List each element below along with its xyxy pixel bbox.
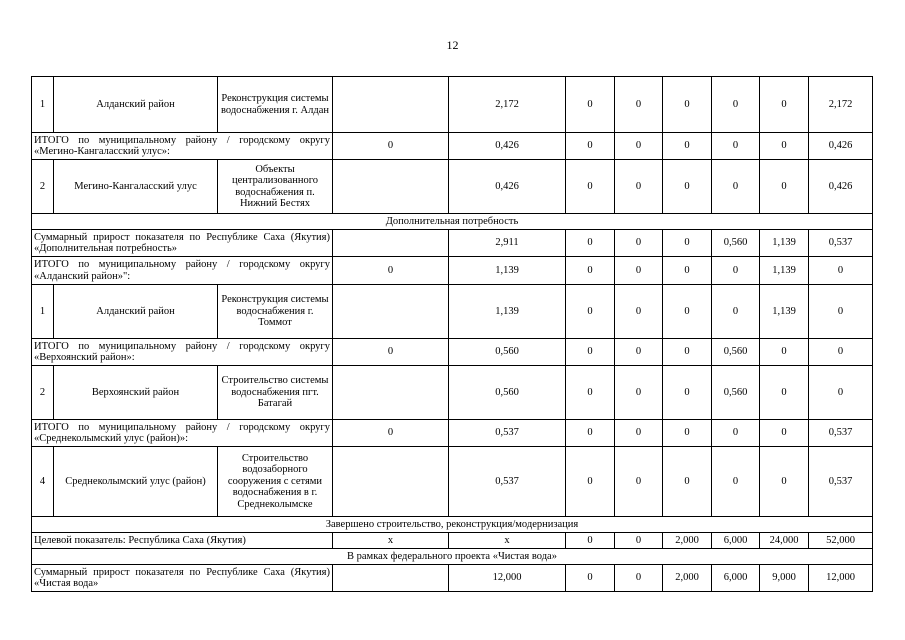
value-cell: 0 — [760, 160, 809, 214]
indicator-table — [31, 76, 873, 592]
value-cell: 9,000 — [760, 565, 809, 592]
value-cell: 1,139 — [760, 230, 809, 257]
value-cell — [333, 447, 449, 517]
row-number: 4 — [32, 447, 54, 517]
value-cell: 0 — [663, 285, 712, 339]
value-cell: 0 — [712, 420, 760, 447]
value-cell: 1,139 — [449, 257, 566, 285]
value-cell: 0 — [566, 230, 615, 257]
value-cell — [333, 285, 449, 339]
row-number: 1 — [32, 285, 54, 339]
value-cell: 0,560 — [449, 339, 566, 366]
value-cell: 0,560 — [712, 339, 760, 366]
table-row — [32, 447, 873, 517]
section-title: Дополнительная потребность — [32, 214, 873, 230]
value-cell: 0 — [615, 133, 663, 160]
project-name: Реконструкция системы водоснабжения г. Алдан — [218, 77, 333, 133]
value-cell: 2,911 — [449, 230, 566, 257]
value-cell: х — [333, 533, 449, 549]
value-cell: 1,139 — [760, 257, 809, 285]
value-cell: 0 — [760, 133, 809, 160]
value-cell: 0 — [809, 257, 873, 285]
project-name: Строительство водозаборного сооружения с сетями водоснабжения в г. Среднеколымске — [218, 447, 333, 517]
value-cell: 0 — [615, 230, 663, 257]
value-cell: 0 — [663, 447, 712, 517]
value-cell: 0,560 — [712, 366, 760, 420]
value-cell: 6,000 — [712, 565, 760, 592]
value-cell: 0,537 — [809, 447, 873, 517]
value-cell: 0 — [333, 420, 449, 447]
district-name: Алданский район — [54, 285, 218, 339]
value-cell: 0 — [615, 339, 663, 366]
total-label: ИТОГО по муниципальному району / городскому округу «Верхоянский район»: — [32, 339, 333, 366]
value-cell: 0 — [566, 447, 615, 517]
district-name: Алданский район — [54, 77, 218, 133]
value-cell: 0,560 — [449, 366, 566, 420]
row-number: 2 — [32, 160, 54, 214]
value-cell: 6,000 — [712, 533, 760, 549]
total-label: Суммарный прирост показателя по Республике Саха (Якутия) «Дополнительная потребность» — [32, 230, 333, 257]
value-cell: 0 — [663, 257, 712, 285]
district-name: Верхоянский район — [54, 366, 218, 420]
value-cell: 0 — [663, 133, 712, 160]
value-cell: 0,426 — [449, 133, 566, 160]
value-cell: 2,172 — [449, 77, 566, 133]
section-header-row — [32, 517, 873, 533]
value-cell: 0 — [663, 339, 712, 366]
value-cell — [333, 77, 449, 133]
value-cell: 0 — [566, 420, 615, 447]
value-cell: 0 — [712, 447, 760, 517]
value-cell: 0 — [809, 366, 873, 420]
table-row — [32, 160, 873, 214]
total-label: ИТОГО по муниципальному району / городскому округу «Мегино-Кангаласский улус»: — [32, 133, 333, 160]
value-cell — [333, 565, 449, 592]
total-row — [32, 565, 873, 592]
value-cell: 0 — [663, 420, 712, 447]
value-cell: 0,537 — [809, 230, 873, 257]
value-cell: 24,000 — [760, 533, 809, 549]
value-cell: 0 — [615, 285, 663, 339]
value-cell: 0 — [760, 339, 809, 366]
value-cell: 0 — [712, 257, 760, 285]
value-cell: 0 — [566, 533, 615, 549]
value-cell: 0 — [663, 77, 712, 133]
value-cell: 0,426 — [449, 160, 566, 214]
value-cell: 0 — [712, 77, 760, 133]
table-row — [32, 77, 873, 133]
value-cell: 0,537 — [809, 420, 873, 447]
value-cell: 0 — [615, 366, 663, 420]
row-number: 2 — [32, 366, 54, 420]
value-cell: 12,000 — [449, 565, 566, 592]
value-cell — [333, 160, 449, 214]
total-row — [32, 230, 873, 257]
value-cell: 0 — [333, 339, 449, 366]
value-cell: 0 — [615, 257, 663, 285]
total-label: Целевой показатель: Республика Саха (Якутия) — [32, 533, 333, 549]
value-cell: 0 — [615, 77, 663, 133]
total-row — [32, 133, 873, 160]
value-cell: 0 — [615, 160, 663, 214]
value-cell: 0 — [663, 160, 712, 214]
value-cell: 1,139 — [449, 285, 566, 339]
value-cell: 52,000 — [809, 533, 873, 549]
value-cell: 0 — [809, 339, 873, 366]
value-cell: 0 — [566, 339, 615, 366]
total-label: ИТОГО по муниципальному району / городскому округу «Алданский район»": — [32, 257, 333, 285]
value-cell: 0 — [809, 285, 873, 339]
value-cell: 0,537 — [449, 447, 566, 517]
value-cell — [333, 366, 449, 420]
total-row — [32, 420, 873, 447]
value-cell: 0 — [333, 257, 449, 285]
value-cell: х — [449, 533, 566, 549]
value-cell: 0 — [333, 133, 449, 160]
district-name: Среднеколымский улус (район) — [54, 447, 218, 517]
value-cell: 0 — [663, 366, 712, 420]
value-cell: 0 — [615, 533, 663, 549]
value-cell: 0 — [566, 285, 615, 339]
section-header-row — [32, 549, 873, 565]
value-cell: 0 — [615, 447, 663, 517]
value-cell: 0 — [566, 366, 615, 420]
table-row — [32, 366, 873, 420]
table-row — [32, 285, 873, 339]
value-cell: 0 — [663, 230, 712, 257]
project-name: Строительство системы водоснабжения пгт. Батагай — [218, 366, 333, 420]
value-cell: 0 — [712, 285, 760, 339]
value-cell: 0 — [760, 77, 809, 133]
value-cell: 0,426 — [809, 160, 873, 214]
value-cell: 0 — [566, 160, 615, 214]
section-title: В рамках федерального проекта «Чистая вода» — [32, 549, 873, 565]
section-header-row — [32, 214, 873, 230]
section-title: Завершено строительство, реконструкция/модернизация — [32, 517, 873, 533]
value-cell: 2,000 — [663, 565, 712, 592]
project-name: Реконструкция системы водоснабжения г. Томмот — [218, 285, 333, 339]
total-label: Суммарный прирост показателя по Республике Саха (Якутия) «Чистая вода» — [32, 565, 333, 592]
value-cell — [333, 230, 449, 257]
value-cell: 0,426 — [809, 133, 873, 160]
value-cell: 0 — [712, 160, 760, 214]
value-cell: 0 — [615, 420, 663, 447]
total-label: ИТОГО по муниципальному району / городскому округу «Среднеколымский улус (район)»: — [32, 420, 333, 447]
value-cell: 12,000 — [809, 565, 873, 592]
project-name: Объекты централизованного водоснабжения п. Нижний Бестях — [218, 160, 333, 214]
value-cell: 0 — [615, 565, 663, 592]
value-cell: 2,000 — [663, 533, 712, 549]
value-cell: 1,139 — [760, 285, 809, 339]
value-cell: 0,537 — [449, 420, 566, 447]
value-cell: 2,172 — [809, 77, 873, 133]
total-row — [32, 257, 873, 285]
value-cell: 0 — [760, 420, 809, 447]
value-cell: 0 — [760, 447, 809, 517]
page-number: 12 — [446, 38, 459, 52]
value-cell: 0 — [566, 565, 615, 592]
total-row — [32, 533, 873, 549]
value-cell: 0 — [760, 366, 809, 420]
row-number: 1 — [32, 77, 54, 133]
total-row — [32, 339, 873, 366]
value-cell: 0,560 — [712, 230, 760, 257]
value-cell: 0 — [712, 133, 760, 160]
district-name: Мегино-Кангаласский улус — [54, 160, 218, 214]
value-cell: 0 — [566, 133, 615, 160]
value-cell: 0 — [566, 77, 615, 133]
value-cell: 0 — [566, 257, 615, 285]
